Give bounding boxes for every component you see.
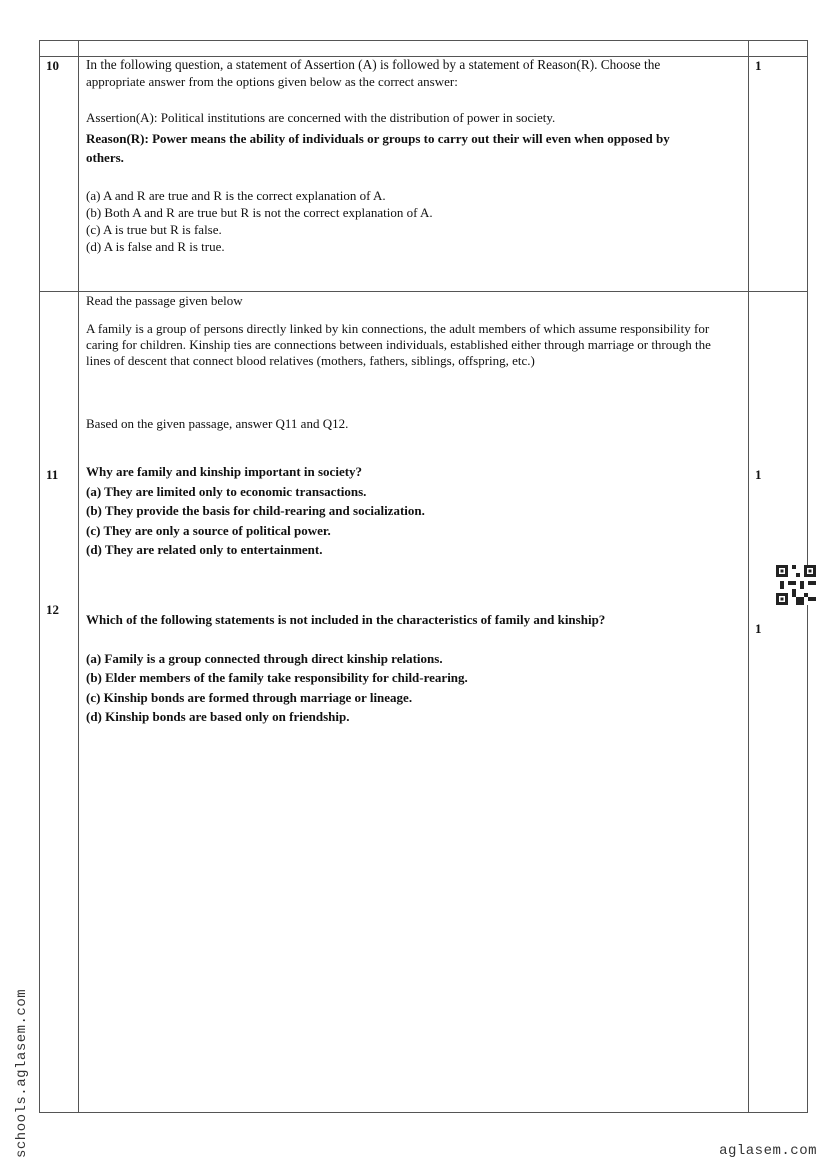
option-b: (b) They provide the basis for child-rearing and socialization. — [86, 503, 425, 518]
reason-text-cont: others. — [86, 150, 124, 165]
table-border-top — [39, 40, 808, 41]
question-number: 12 — [46, 602, 59, 617]
option-c: (c) They are only a source of political power. — [86, 523, 331, 538]
question-number: 10 — [46, 58, 59, 73]
table-border-col1 — [78, 40, 79, 1113]
option-d: (d) A is false and R is true. — [86, 239, 225, 254]
question-marks: 1 — [755, 621, 762, 636]
table-row-divider — [39, 291, 808, 292]
question-number: 11 — [46, 467, 59, 482]
passage-text: A family is a group of persons directly linked by kin connections, the adult members of which assume responsibility for caring for children. Kinship ties are connections between individuals, established either through marriage or through the lines of descent that connect blood relatives (mothers, fathers, siblings, offspring, etc.) — [86, 321, 711, 368]
option-b: (b) Elder members of the family take responsibility for child-rearing. — [86, 670, 468, 685]
question-marks: 1 — [755, 58, 762, 73]
option-d: (d) They are related only to entertainment. — [86, 542, 323, 557]
option-a: (a) Family is a group connected through direct kinship relations. — [86, 651, 443, 666]
question-intro: In the following question, a statement of Assertion (A) is followed by a statement of Reason(R). Choose the — [86, 57, 661, 72]
question-marks: 1 — [755, 467, 762, 482]
assertion-text: Assertion(A): Political institutions are concerned with the distribution of power in society. — [86, 110, 556, 125]
question-text: Why are family and kinship important in society? — [86, 464, 363, 479]
passage-instruction: Based on the given passage, answer Q11 and Q12. — [86, 416, 349, 431]
question-intro-cont: appropriate answer from the options given below as the correct answer: — [86, 74, 458, 89]
option-c: (c) Kinship bonds are formed through marriage or lineage. — [86, 690, 413, 705]
side-watermark: schools.aglasem.com — [14, 988, 30, 1158]
qr-code-icon — [776, 565, 816, 605]
option-a: (a) A and R are true and R is the correct explanation of A. — [86, 188, 386, 203]
passage-heading: Read the passage given below — [86, 293, 243, 308]
option-d: (d) Kinship bonds are based only on friendship. — [86, 709, 350, 724]
table-border-left — [39, 40, 40, 1113]
table-border-bottom — [39, 1112, 808, 1113]
option-c: (c) A is true but R is false. — [86, 222, 222, 237]
question-text: Which of the following statements is not included in the characteristics of family and kinship? — [86, 612, 606, 627]
option-a: (a) They are limited only to economic transactions. — [86, 484, 367, 499]
reason-text: Reason(R): Power means the ability of individuals or groups to carry out their will even when opposed by — [86, 131, 670, 146]
option-b: (b) Both A and R are true but R is not the correct explanation of A. — [86, 205, 433, 220]
table-border-col2 — [748, 40, 749, 1113]
footer-watermark: aglasem.com — [719, 1143, 817, 1159]
